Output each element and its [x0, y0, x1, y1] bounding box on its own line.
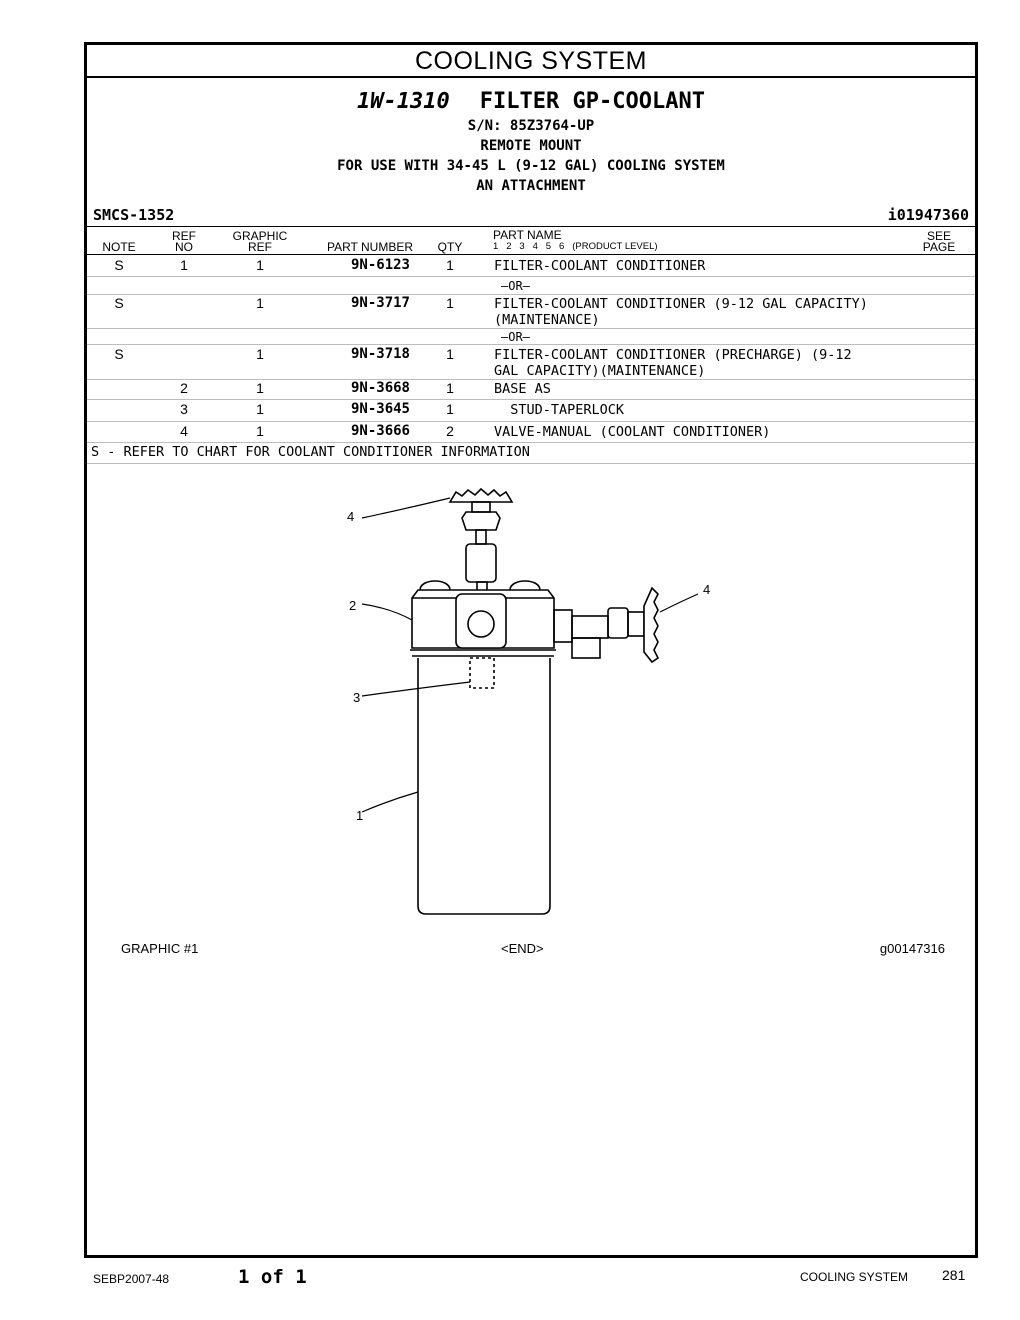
stud-taperlock [470, 658, 494, 688]
row-ref: 1 [180, 257, 188, 273]
row-qty: 1 [446, 295, 454, 311]
end-marker: <END> [501, 941, 544, 956]
callout-label: 3 [353, 690, 361, 705]
row-note: S [114, 257, 124, 273]
graphic-id: g00147316 [879, 941, 945, 956]
base-head [410, 581, 556, 656]
row-part-number[interactable]: 9N-3717 [350, 295, 410, 311]
callout-label: 4 [347, 509, 355, 524]
header-top-rule [87, 226, 975, 227]
row-qty: 1 [446, 257, 454, 273]
row-part-name: BASE AS [494, 381, 551, 397]
row-part-number[interactable]: 9N-3666 [350, 423, 410, 439]
row-gref: 1 [256, 257, 264, 273]
mount-note: REMOTE MOUNT [480, 138, 582, 154]
row-rule [87, 421, 975, 422]
col-see-bottom: PAGE [922, 240, 956, 254]
row-rule [87, 276, 975, 277]
row-part-number[interactable]: 9N-6123 [350, 257, 410, 273]
row-qty: 1 [446, 346, 454, 362]
row-gref: 1 [256, 401, 264, 417]
col-part-number: PART NUMBER [326, 240, 413, 254]
group-part-number: 1W-1310 [357, 89, 450, 114]
col-qty: QTY [437, 240, 463, 254]
row-ref: 2 [180, 380, 188, 396]
row-gref: 1 [256, 295, 264, 311]
row-part-number[interactable]: 9N-3668 [350, 380, 410, 396]
filter-canister [418, 658, 550, 914]
usage-note: FOR USE WITH 34-45 L (9-12 GAL) COOLING SYSTEM [337, 158, 725, 174]
row-part-number[interactable]: 9N-3718 [350, 346, 410, 362]
col-gref-bottom: REF [248, 240, 272, 254]
row-part-number[interactable]: 9N-3645 [350, 401, 410, 417]
col-product-level: 1 2 3 4 5 6 (PRODUCT LEVEL) [493, 241, 658, 252]
footer-doc-id: SEBP2007-48 [93, 1272, 170, 1286]
row-rule [87, 442, 975, 443]
footer-page-number: 281 [942, 1267, 966, 1283]
row-gref: 1 [256, 346, 264, 362]
row-part-name: FILTER-COOLANT CONDITIONER (9-12 GAL CAPACITY) (MAINTENANCE) [494, 296, 868, 328]
row-ref: 3 [180, 401, 188, 417]
row-part-name: VALVE-MANUAL (COOLANT CONDITIONER) [494, 424, 771, 440]
footer-section: COOLING SYSTEM [800, 1270, 909, 1284]
row-qty: 1 [446, 401, 454, 417]
col-see-top: SEE [926, 229, 951, 243]
row-note: S [114, 346, 124, 362]
row-part-name: FILTER-COOLANT CONDITIONER (PRECHARGE) (9-12 GAL CAPACITY)(MAINTENANCE) [494, 347, 852, 379]
or-separator: —OR— [501, 279, 530, 293]
col-ref-top: REF [172, 229, 196, 243]
row-rule [87, 328, 975, 329]
footer-page-of: 1 of 1 [238, 1266, 307, 1288]
col-part-name: PART NAME [493, 228, 562, 242]
row-rule [87, 344, 975, 345]
row-note: S [114, 295, 124, 311]
or-separator: —OR— [501, 330, 530, 344]
serial-number: S/N: 85Z3764-UP [467, 118, 595, 134]
group-name: FILTER GP-COOLANT [479, 89, 705, 114]
row-rule [87, 399, 975, 400]
row-part-name: FILTER-COOLANT CONDITIONER [494, 258, 706, 274]
col-note: NOTE [102, 240, 136, 254]
col-gref-top: GRAPHIC [232, 229, 288, 243]
section-title: COOLING SYSTEM [87, 45, 975, 78]
row-qty: 1 [446, 380, 454, 396]
group-title [87, 89, 975, 114]
row-rule [87, 379, 975, 380]
attachment-note: AN ATTACHMENT [476, 178, 586, 194]
footnote-rule [87, 463, 975, 464]
row-ref: 4 [180, 423, 188, 439]
top-valve-handwheel [450, 489, 512, 598]
row-gref: 1 [256, 423, 264, 439]
smcs-code: SMCS-1352 [93, 206, 175, 224]
header-bottom-rule [87, 254, 975, 255]
callout-label: 1 [356, 808, 364, 823]
row-part-name: STUD-TAPERLOCK [494, 402, 625, 418]
side-valve [554, 588, 658, 662]
callout-label: 4 [703, 582, 711, 597]
col-ref-bottom: NO [175, 240, 193, 254]
row-rule [87, 294, 975, 295]
row-gref: 1 [256, 380, 264, 396]
filter-drawing [340, 482, 720, 922]
illustration-id: i01947360 [887, 206, 969, 224]
graphic-label: GRAPHIC #1 [121, 941, 199, 956]
callout-label: 2 [349, 598, 357, 613]
footnote: S - REFER TO CHART FOR COOLANT CONDITIONER INFORMATION [91, 444, 530, 460]
row-qty: 2 [446, 423, 454, 439]
